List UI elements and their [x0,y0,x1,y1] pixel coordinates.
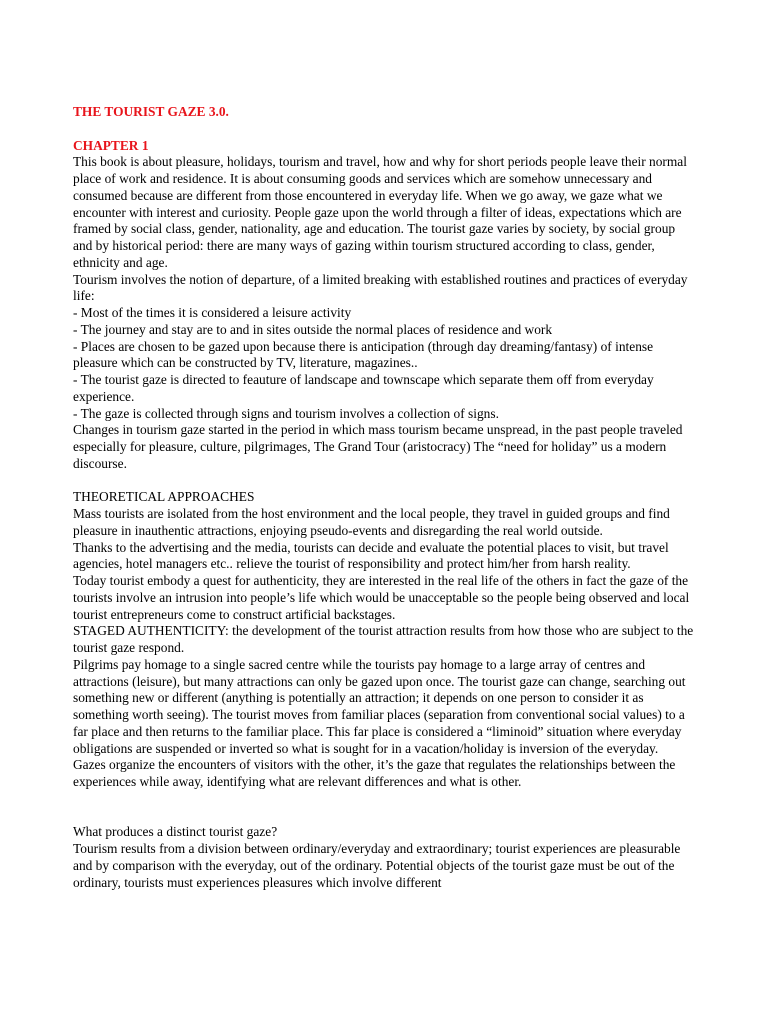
bullet-item: - Places are chosen to be gazed upon because there is anticipation (through day dreaming/fantasy) of intense pleasure which can be constructed by TV, literature, magazines.. [73,338,657,371]
theory-paragraph: Today tourist embody a quest for authenticity, they are interested in the real life of the others in fact the gaze of the tourists involve an intrusion into people’s life which would be unacceptable so the people being observed and local tourist entrepreneurs come to construct artificial backstages. [73,573,693,622]
bullet-item: - Most of the times it is considered a leisure activity [73,305,352,320]
spacer [73,121,697,138]
spacer [73,473,697,490]
final-paragraph: Tourism results from a division between ordinary/everyday and extraordinary; tourist experiences are pleasurable and by comparison with the everyday, out of the ordinary. Potential objects of the tourist gaze must be out of the ordinary, tourists must experiences pleasures which involve different [73,841,684,890]
chapter-heading: CHAPTER 1 [73,137,149,153]
theory-paragraph: Mass tourists are isolated from the host environment and the local people, they travel in guided groups and find pleasure in inauthentic attractions, enjoying pseudo-events and disregarding the real world outside. [73,506,674,538]
section-heading-theoretical-approaches: THEORETICAL APPROACHES [73,489,255,505]
bullet-item: - The gaze is collected through signs and tourism involves a collection of signs. [73,405,499,421]
theory-paragraph: STAGED AUTHENTICITY: the development of the tourist attraction results from how those who are subject to the tourist gaze respond. [73,623,697,655]
document-page [73,104,697,891]
bullet-item: - The tourist gaze is directed to feauture of landscape and townscape which separate them off from everyday experience. [73,372,658,404]
departure-paragraph: Tourism involves the notion of departure, of a limited breaking with established routines and practices of everyday life: [73,271,691,304]
intro-paragraph: This book is about pleasure, holidays, tourism and travel, how and why for short periods people leave their normal place of work and residence. It is about consuming goods and services which are somehow unnecessary and consumed because are different from those encountered in everyday life. When we go away, we gaze what we encounter with interest and curiosity. People gaze upon the world through a filter of ideas, expectations which are framed by social class, gender, nationality, age and education. The tourist gaze varies by society, by social group and by historical period: there are many ways of gazing within tourism structured according to class, gender, ethnicity and age. [73,154,691,270]
document-title: THE TOURIST GAZE 3.0. [73,104,229,119]
bullet-item: - The journey and stay are to and in sites outside the normal places of residence and work [73,321,553,337]
theory-paragraph: Pilgrims pay homage to a single sacred centre while the tourists pay homage to a large array of centres and attractions (leisure), but many attractions can only be gazed upon once. The tourist gaze can change, searching out something new or different (anything is potentially an attraction; it depends on one person to consider it as something worth seeing). The tourist moves from familiar places (separation from conventional social values) to a far place and then returns to the familiar place. This far place is considered a “liminoid” situation where everyday obligations are suspended or inverted so what is sought for in a vacation/holiday is inversion of the everyday. [73,656,689,756]
theory-paragraph: Thanks to the advertising and the media, tourists can decide and evaluate the potential places to visit, but travel agencies, hotel managers etc.. relieve the tourist of responsibility and protect him/her from harsh reality. [73,539,673,572]
spacer [73,791,697,808]
spacer [73,808,697,825]
question-line: What produces a distinct tourist gaze? [73,824,278,840]
theory-paragraph: Gazes organize the encounters of visitors with the other, it’s the gaze that regulates the relationships between the experiences while away, identifying what are relevant differences and what is other. [73,757,679,789]
changes-paragraph: Changes in tourism gaze started in the period in which mass tourism became unspread, in the past people traveled especially for pleasure, culture, pilgrimages, The Grand Tour (aristocracy) The “need for holiday” us a modern discourse. [73,422,686,471]
